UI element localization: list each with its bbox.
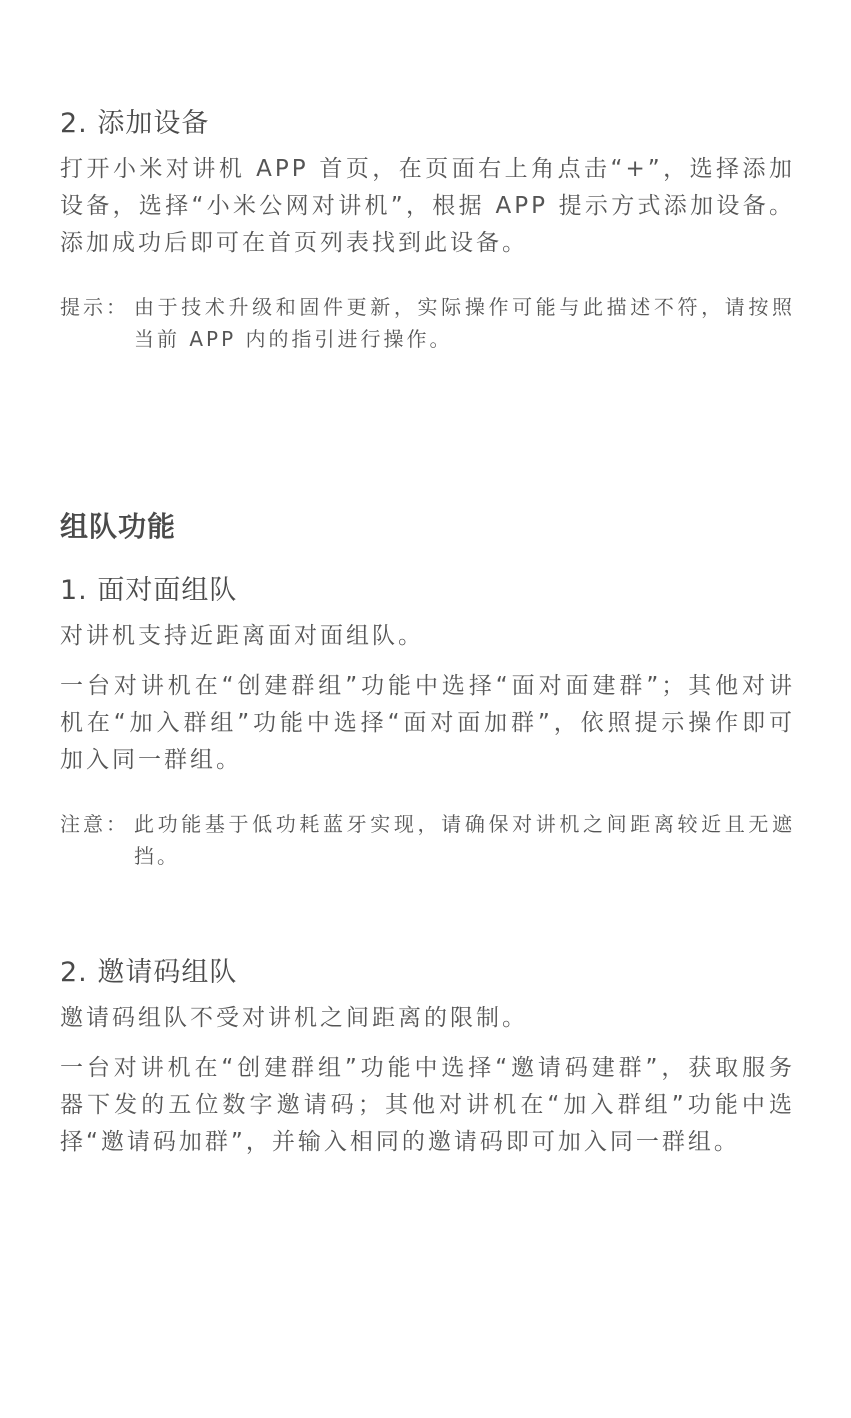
face-to-face-body: 一台对讲机在“创建群组”功能中选择“面对面建群”；其他对讲机在“加入群组”功能中选择“面对面加群”，依照提示操作即可加入同一群组。 [60,673,795,773]
add-device-tip [60,291,795,355]
add-device-heading: 2. 添加设备 [60,108,210,139]
face-to-face-intro: 对讲机支持近距离面对面组队。 [60,623,424,649]
face-to-face-note [60,808,795,872]
face-to-face-heading: 1. 面对面组队 [60,575,238,606]
invite-code-intro: 邀请码组队不受对讲机之间距离的限制。 [60,1005,528,1031]
note-label: 注意： [60,812,129,836]
add-device-body: 打开小米对讲机 APP 首页，在页面右上角点击“+”，选择添加设备，选择“小米公网对讲机”，根据 APP 提示方式添加设备。添加成功后即可在首页列表找到此设备。 [60,156,795,256]
note-text: 此功能基于低功耗蓝牙实现，请确保对讲机之间距离较近且无遮挡。 [134,812,795,868]
team-section-title: 组队功能 [60,510,177,543]
tip-text: 由于技术升级和固件更新，实际操作可能与此描述不符，请按照当前 APP 内的指引进行操作。 [134,295,795,351]
invite-code-heading: 2. 邀请码组队 [60,957,238,988]
invite-code-body: 一台对讲机在“创建群组”功能中选择“邀请码建群”，获取服务器下发的五位数字邀请码；其他对讲机在“加入群组”功能中选择“邀请码加群”，并输入相同的邀请码即可加入同一群组。 [60,1055,795,1155]
tip-label: 提示： [60,295,129,319]
